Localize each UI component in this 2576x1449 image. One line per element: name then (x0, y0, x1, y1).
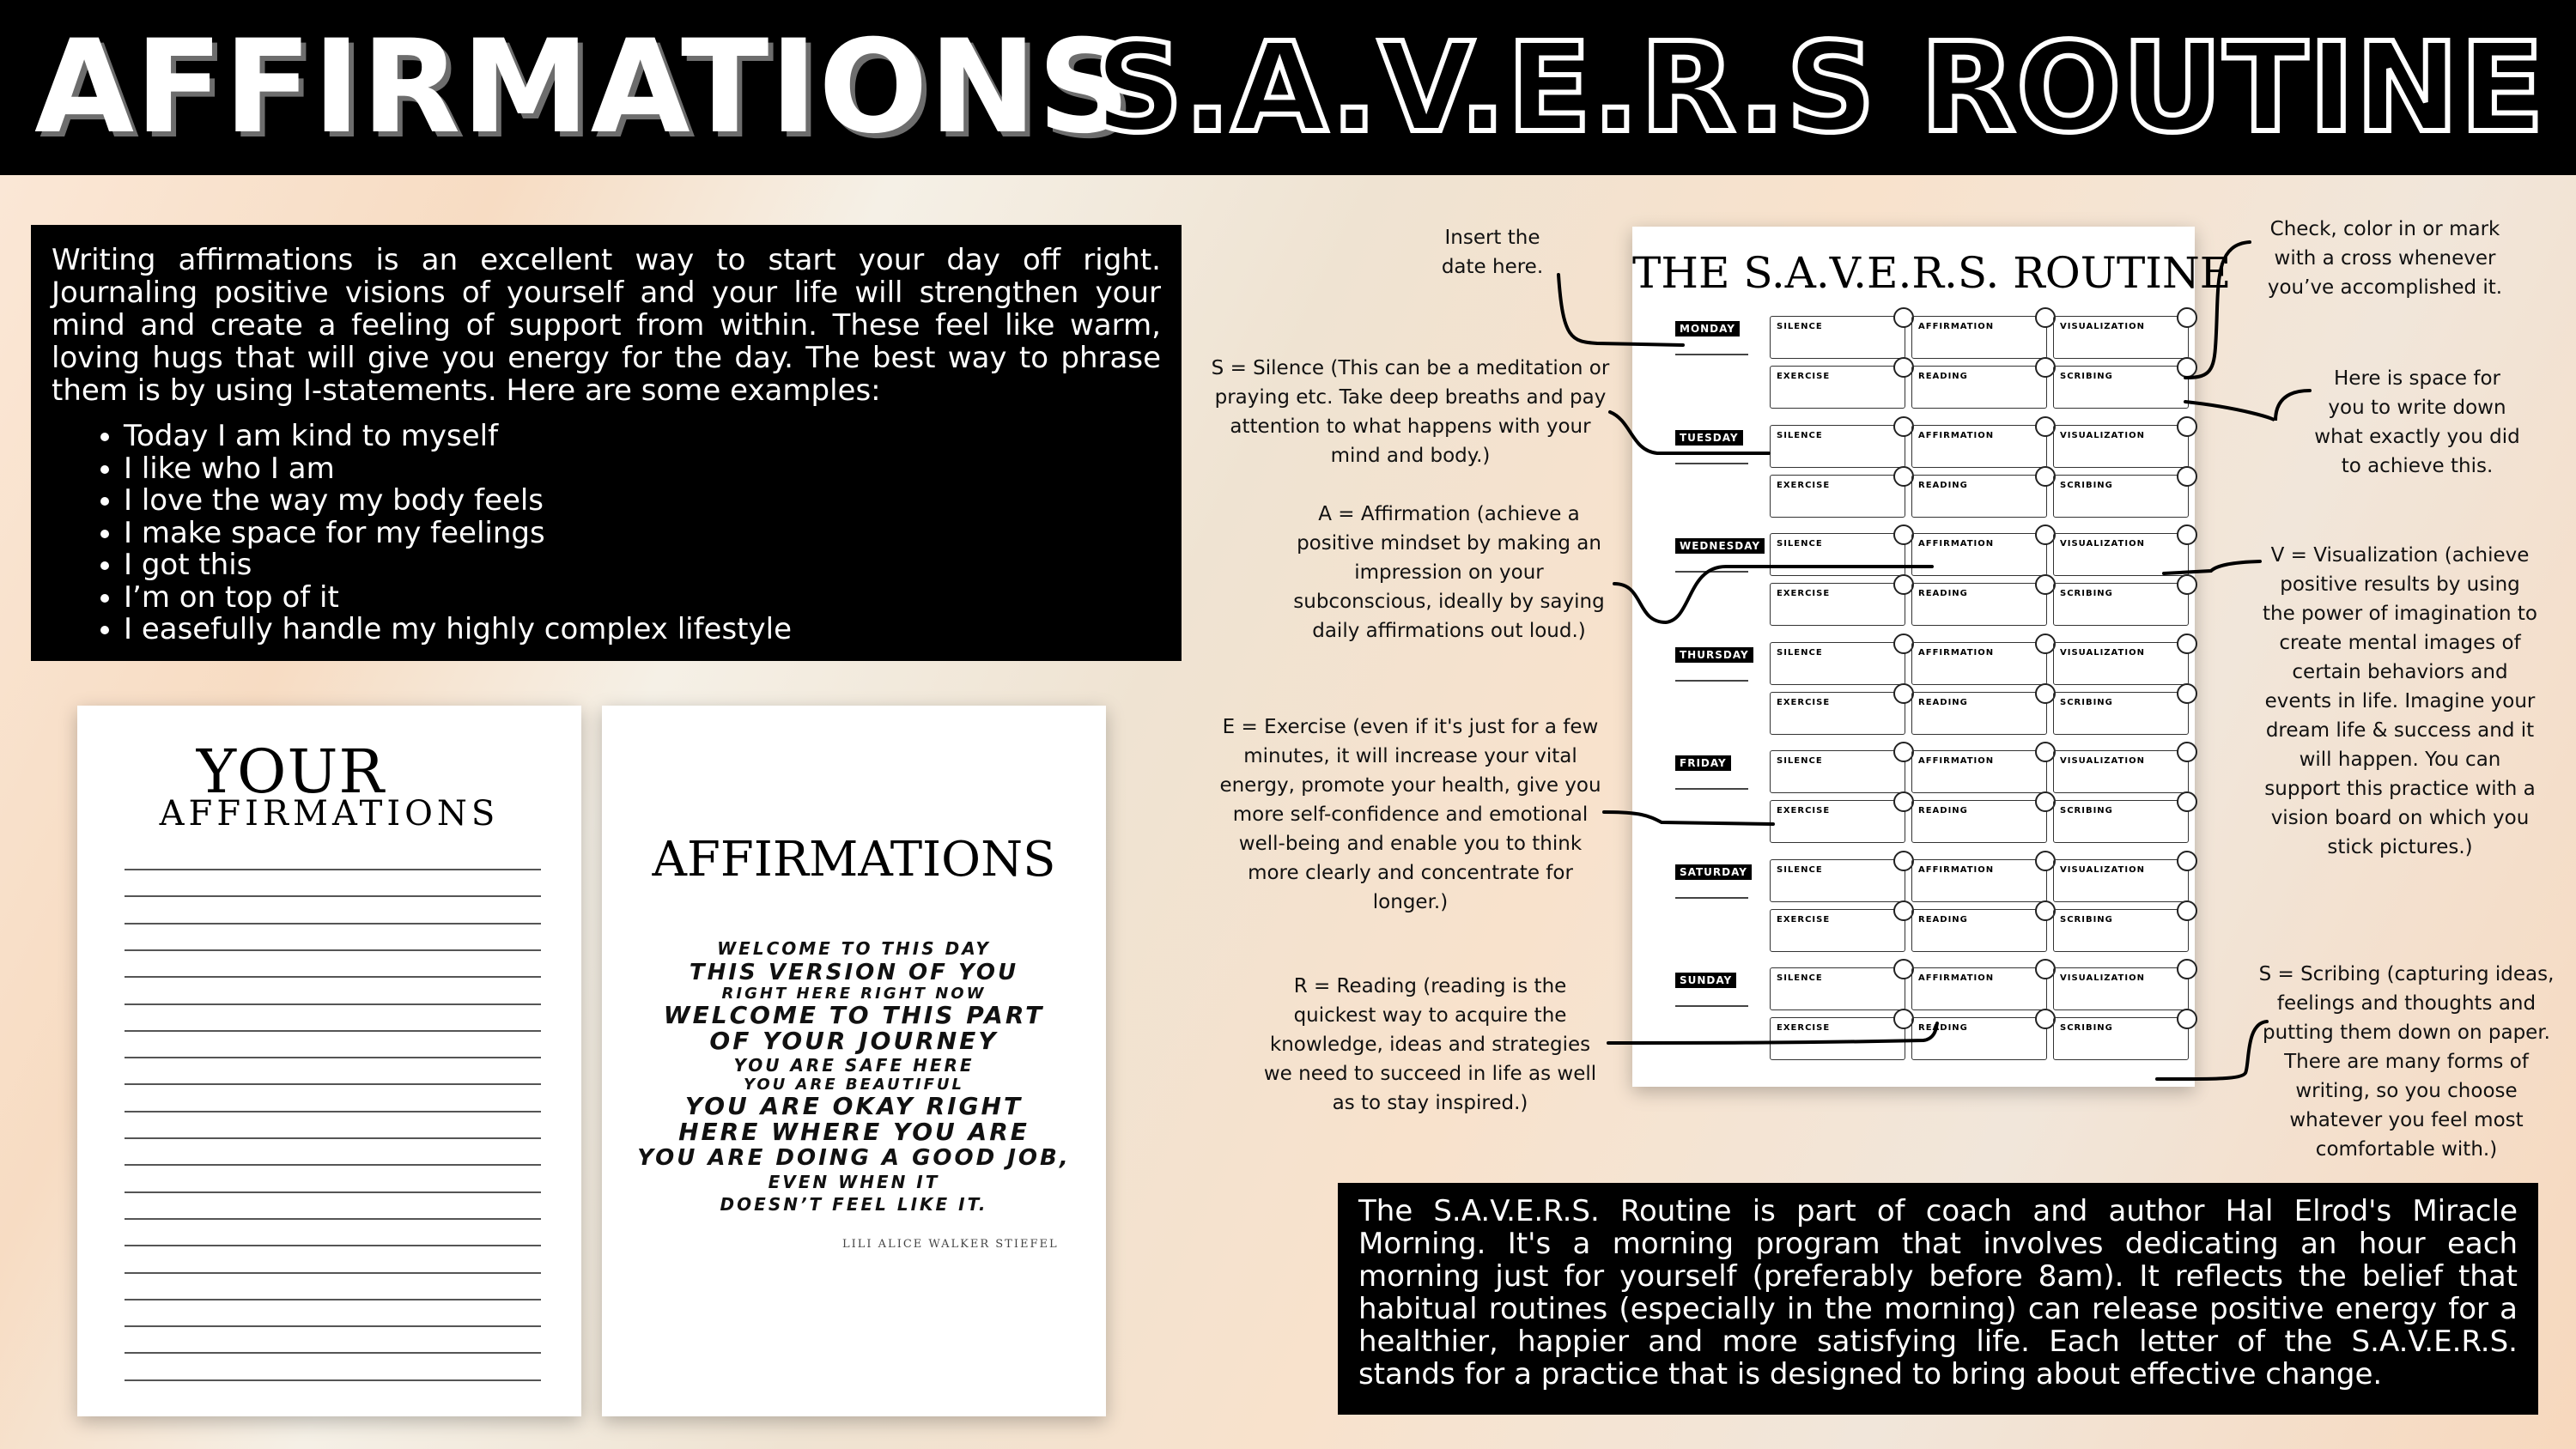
connector-affirmation (1614, 567, 1932, 622)
cell-exercise: EXERCISE (1770, 1017, 1905, 1060)
connector-silence (1610, 412, 1769, 453)
poem-line: YOU ARE OKAY RIGHT (684, 1092, 1024, 1120)
poem-line: EVEN WHEN IT (768, 1172, 940, 1192)
poem-line: THIS VERSION OF YOU (689, 960, 1019, 985)
list-item: • I love the way my body feels (124, 485, 1161, 518)
list-item: • I make space for my feelings (124, 518, 1161, 550)
day-label-sunday: SUNDAY (1675, 973, 1736, 988)
poem-line: OF YOUR JOURNEY (709, 1027, 999, 1055)
cell-affirmation: AFFIRMATION (1911, 533, 2047, 576)
cell-exercise: EXERCISE (1770, 909, 1905, 952)
cell-reading: READING (1911, 366, 2047, 409)
cell-scribing: SCRIBING (2053, 366, 2189, 409)
cell-affirmation: AFFIRMATION (1911, 642, 2047, 685)
cell-affirmation: AFFIRMATION (1911, 750, 2047, 793)
cell-visualization: VISUALIZATION (2053, 533, 2189, 576)
day-label-saturday: SATURDAY (1675, 864, 1752, 880)
cell-exercise: EXERCISE (1770, 583, 1905, 626)
annotation-reading: R = Reading (reading is the quickest way to acquire the knowledge, ideas and strategies we need to succeed in life as well as to stay inspired.) (1263, 975, 1597, 1114)
annotation-exercise: E = Exercise (even if it's just for a few minutes, it will increase your vital energy, promote your health, give you more self-confidence and emotional well-being and enable you to think more clearly and concentrate for longer.) (1219, 716, 1601, 913)
cell-reading: READING (1911, 909, 2047, 952)
cell-affirmation: AFFIRMATION (1911, 425, 2047, 468)
cell-silence: SILENCE (1770, 750, 1905, 793)
poem-line: HERE WHERE YOU ARE (678, 1118, 1030, 1146)
poem-line: YOU ARE SAFE HERE (733, 1055, 975, 1076)
cell-scribing: SCRIBING (2053, 583, 2189, 626)
day-label-thursday: THURSDAY (1675, 647, 1753, 663)
cell-reading: READING (1911, 800, 2047, 843)
savers-sheet-title: THE S.A.V.E.R.S. ROUTINE (1632, 248, 2232, 298)
savers-routine-heading: S.A.V.E.R.S ROUTINE (1094, 15, 2545, 160)
cell-visualization: VISUALIZATION (2053, 642, 2189, 685)
connector-exercise (1604, 812, 1773, 824)
cell-exercise: EXERCISE (1770, 366, 1905, 409)
annotation-silence: S = Silence (This can be a meditation or praying etc. Take deep breaths and pay attention to what happens with your mind and body.) (1211, 357, 1610, 467)
cell-affirmation: AFFIRMATION (1911, 967, 2047, 1010)
poem-line: YOU ARE BEAUTIFUL (743, 1076, 965, 1094)
cell-visualization: VISUALIZATION (2053, 967, 2189, 1010)
cell-scribing: SCRIBING (2053, 800, 2189, 843)
cell-reading: READING (1911, 692, 2047, 735)
annotation-check: Check, color in or mark with a cross whenever you’ve accomplished it. (2267, 218, 2503, 299)
cell-exercise: EXERCISE (1770, 800, 1905, 843)
cell-silence: SILENCE (1770, 533, 1905, 576)
cell-silence: SILENCE (1770, 967, 1905, 1010)
poem-author: LILI ALICE WALKER STIEFEL (842, 1238, 1059, 1251)
cell-silence: SILENCE (1770, 859, 1905, 902)
annotation-affirmation: A = Affirmation (achieve a positive mindset by making an impression on your subconscious, ideally by saying daily affirmations out loud.) (1293, 503, 1605, 642)
cell-scribing: SCRIBING (2053, 909, 2189, 952)
poem-line: RIGHT HERE RIGHT NOW (721, 985, 987, 1003)
day-label-friday: FRIDAY (1675, 755, 1731, 771)
cell-visualization: VISUALIZATION (2053, 859, 2189, 902)
poem-line: DOESN’T FEEL LIKE IT. (720, 1194, 988, 1215)
annotation-visualization: V = Visualization (achieve positive results by using the power of imagination to create mental images of certain behaviors and events in life. Imagine your dream life & success and it will happen. You can support this practice with a vision board on which you stick pictures.) (2263, 544, 2537, 858)
cell-visualization: VISUALIZATION (2053, 750, 2189, 793)
cell-reading: READING (1911, 1017, 2047, 1060)
annotation-date: Insert the date here. (1441, 227, 1544, 278)
poem-line: WELCOME TO THIS DAY (717, 938, 991, 959)
cell-silence: SILENCE (1770, 642, 1905, 685)
cell-visualization: VISUALIZATION (2053, 425, 2189, 468)
day-label-wednesday: WEDNESDAY (1675, 538, 1765, 554)
savers-description-box (1338, 1183, 2538, 1415)
list-item: • I easefully handle my highly complex lifestyle (124, 614, 1161, 646)
savers-description: The S.A.V.E.R.S. Routine is part of coach and author Hal Elrod's Miracle Morning. It's a morning program that involves dedicating an hour each morning just for yourself (preferably before 8am). It reflects the belief that habitual routines (especially in the morning) can release positive energy for a healthier, happier and more satisfying life. Each letter of the S.A.V.E.R.S. stands for a practice that is designed to bring about effective change. (1358, 1194, 2518, 1391)
cell-silence: SILENCE (1770, 425, 1905, 468)
connector-reading (1608, 1023, 1937, 1043)
intro-paragraph: Writing affirmations is an excellent way to start your day off right. Journaling positive visions of yourself and your life will strengthen your mind and create a feeling of support from within. These feel like warm, loving hugs that will give you energy for the day. The best way to phrase them is by using I-statements. Here are some examples: (52, 243, 1161, 408)
poem-line: WELCOME TO THIS PART (663, 1001, 1045, 1029)
connector-visualization (2164, 561, 2260, 573)
cell-reading: READING (1911, 583, 2047, 626)
title-your: YOUR (196, 737, 386, 807)
cell-reading: READING (1911, 475, 2047, 518)
annotation-scribing: S = Scribing (capturing ideas, feelings and thoughts and putting them down on paper. There are many forms of writing, so you choose whatever you feel most comfortable with.) (2258, 963, 2555, 1161)
cell-silence: SILENCE (1770, 316, 1905, 359)
day-label-tuesday: TUESDAY (1675, 430, 1743, 446)
cell-exercise: EXERCISE (1770, 475, 1905, 518)
cell-scribing: SCRIBING (2053, 692, 2189, 735)
list-item: • I like who I am (124, 453, 1161, 486)
connector-date (1558, 275, 1683, 345)
cell-affirmation: AFFIRMATION (1911, 316, 2047, 359)
affirmations-heading: AFFIRMATIONS (34, 13, 1132, 162)
list-item: • I got this (124, 549, 1161, 582)
cell-scribing: SCRIBING (2053, 475, 2189, 518)
title-affirmations: AFFIRMATIONS (159, 794, 500, 834)
connector-space (2185, 391, 2310, 421)
list-item: • Today I am kind to myself (124, 421, 1161, 453)
cell-visualization: VISUALIZATION (2053, 316, 2189, 359)
cell-exercise: EXERCISE (1770, 692, 1905, 735)
cell-scribing: SCRIBING (2053, 1017, 2189, 1060)
poem-line: YOU ARE DOING A GOOD JOB, (637, 1145, 1071, 1171)
annotation-space: Here is space for you to write down what exactly you did to achieve this. (2314, 367, 2520, 477)
day-label-monday: MONDAY (1675, 321, 1740, 336)
affirmations-page-title: AFFIRMATIONS (652, 832, 1056, 888)
list-item: • I’m on top of it (124, 582, 1161, 615)
cell-affirmation: AFFIRMATION (1911, 859, 2047, 902)
connector-check (2185, 242, 2250, 378)
